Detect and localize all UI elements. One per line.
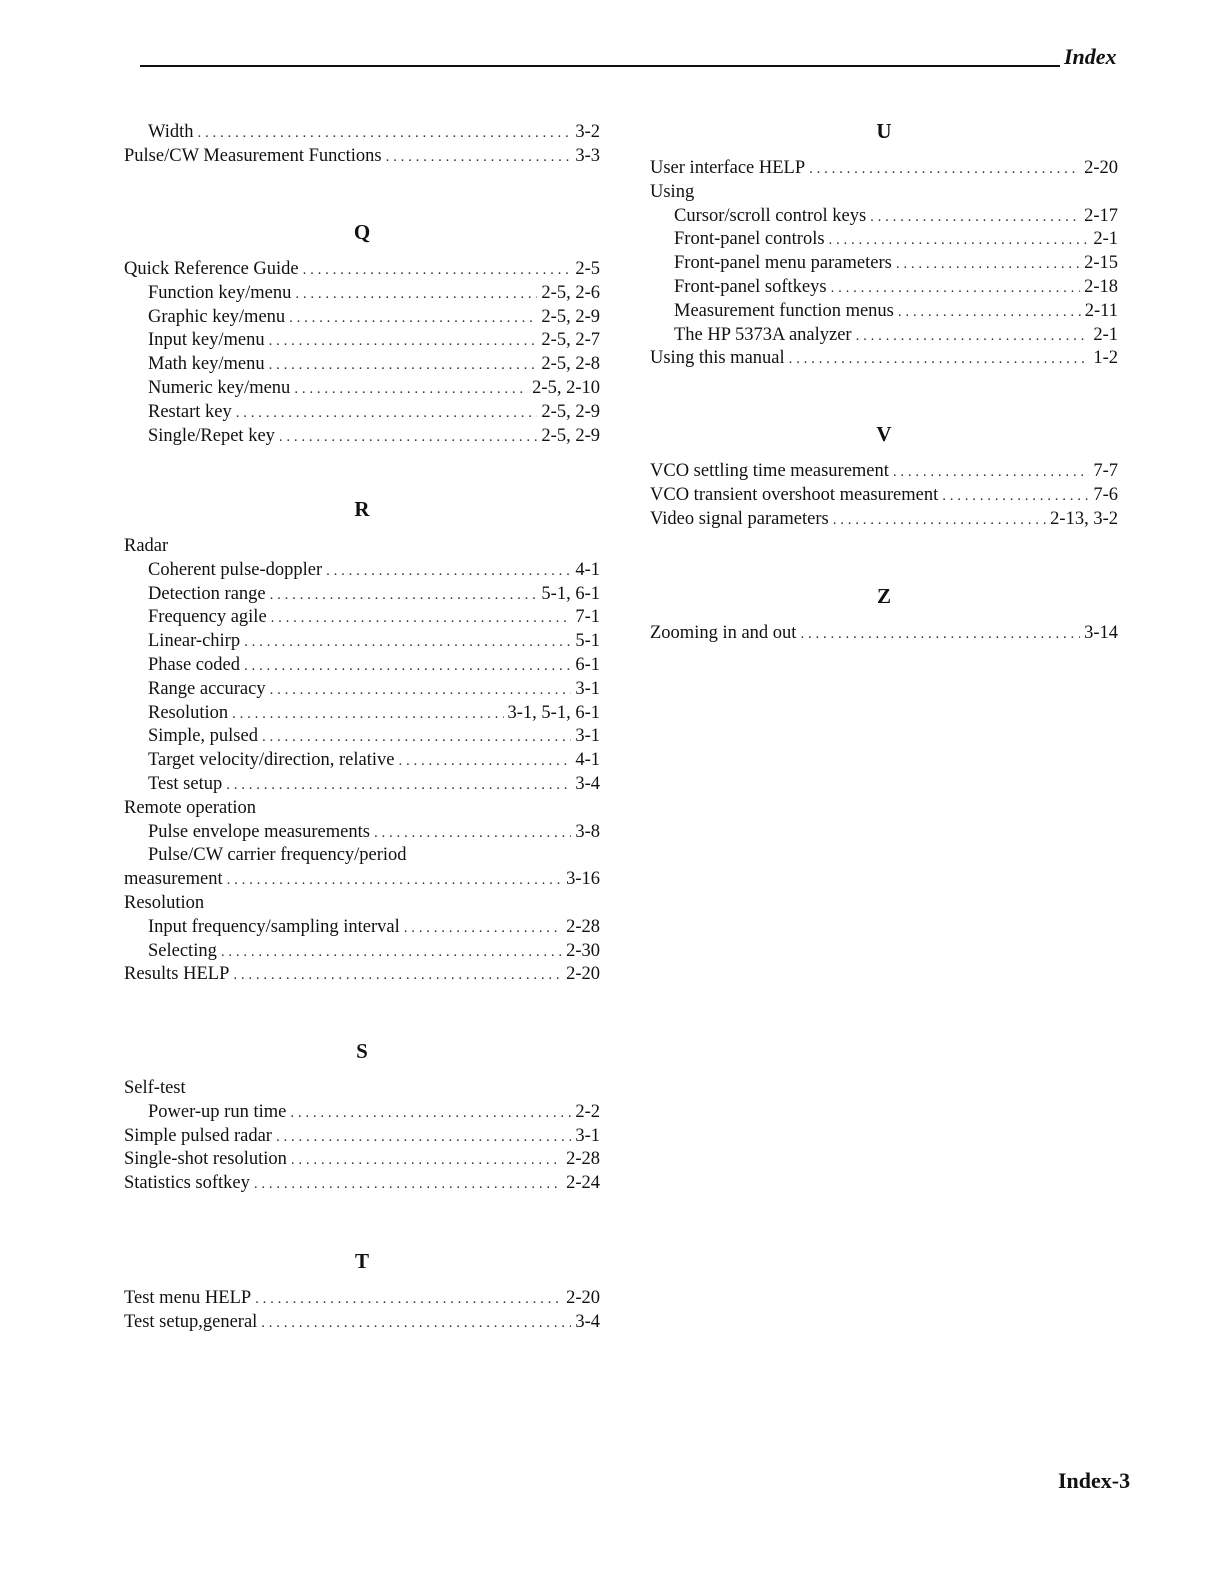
index-entry: [124, 377, 600, 401]
index-entry: [124, 401, 600, 425]
entry-label: Math key/menu: [148, 354, 265, 375]
entry-label: Pulse/CW Measurement Functions: [124, 145, 382, 166]
dot-leader: [270, 584, 538, 608]
entry-label: Simple, pulsed: [148, 726, 258, 747]
entry-label: Front-panel menu parameters: [674, 253, 892, 274]
entry-label: Frequency agile: [148, 607, 267, 628]
index-entry: [124, 654, 600, 678]
index-entry: [650, 484, 1118, 508]
dot-leader: [233, 964, 562, 988]
entry-pages: 2-2: [575, 1101, 600, 1122]
entry-label: Input frequency/sampling interval: [148, 916, 400, 937]
entry-label: VCO transient overshoot measurement: [650, 484, 939, 505]
index-entry: [124, 145, 600, 169]
entry-label: VCO settling time measurement: [650, 461, 889, 481]
index-entry: [124, 678, 600, 702]
entry-label: Restart key: [148, 401, 232, 422]
entry-pages: 3-8: [575, 821, 600, 842]
entry-pages: 2-5, 2-6: [541, 282, 600, 303]
index-entry: [124, 963, 600, 987]
dot-leader: [294, 378, 528, 402]
entry-pages: 2-5, 2-10: [532, 377, 600, 398]
dot-leader: [303, 259, 572, 283]
dot-leader: [226, 774, 571, 798]
section-s: [124, 1039, 600, 1196]
index-entry: [124, 773, 600, 797]
index-entry: [124, 844, 600, 868]
entry-pages: 1-2: [1093, 348, 1118, 369]
entry-label: The HP 5373A analyzer: [674, 324, 852, 345]
entry-label: Graphic key/menu: [148, 306, 286, 327]
index-entry: [124, 1287, 600, 1311]
index-entry: [650, 300, 1118, 324]
index-entry: [124, 797, 600, 821]
dot-leader: [870, 206, 1080, 230]
entry-pages: 3-1: [575, 678, 600, 699]
dot-leader: [789, 348, 1090, 372]
entry-pages: 6-1: [575, 654, 600, 675]
section-letter: T: [354, 1249, 369, 1273]
entry-label: Test setup,general: [124, 1311, 258, 1332]
entry-pages: 5-1: [575, 631, 600, 652]
dot-leader: [291, 1149, 562, 1173]
dot-leader: [398, 750, 571, 774]
dot-leader: [270, 679, 572, 703]
index-entry: [124, 1077, 600, 1101]
entry-pages: 3-2: [575, 122, 600, 142]
entry-label: Test setup: [148, 773, 223, 794]
entry-pages: 2-17: [1084, 205, 1118, 226]
entry-pages: 7-7: [1093, 461, 1118, 481]
index-entry: [124, 583, 600, 607]
entry-label: Phase coded: [148, 654, 240, 675]
entry-pages: 2-11: [1084, 300, 1118, 321]
entry-label: Resolution: [148, 702, 229, 723]
entry-pages: 3-14: [1084, 623, 1118, 643]
index-entry: [124, 868, 600, 892]
section-p-continued: [124, 121, 600, 169]
index-entry: [124, 1101, 600, 1125]
entry-label: Radar: [124, 536, 169, 556]
entry-pages: 2-24: [566, 1173, 600, 1194]
entry-pages: 2-1: [1093, 324, 1118, 345]
dot-leader: [198, 122, 572, 146]
entry-pages: 3-4: [575, 1311, 600, 1332]
index-entry: [124, 1125, 600, 1149]
dot-leader: [829, 229, 1090, 253]
index-entry: [124, 535, 600, 559]
dot-leader: [269, 354, 538, 378]
entry-pages: 2-20: [566, 1288, 600, 1308]
entry-label: Quick Reference Guide: [124, 259, 299, 279]
index-entry: [124, 916, 600, 940]
entry-pages: 2-5, 2-7: [541, 330, 600, 351]
entry-pages: 2-20: [566, 964, 600, 985]
dot-leader: [271, 607, 572, 631]
entry-label: Pulse/CW carrier frequency/period: [148, 845, 407, 866]
header-rule: [140, 65, 1060, 67]
entry-pages: 2-18: [1084, 276, 1118, 297]
dot-leader: [244, 655, 571, 679]
dot-leader: [269, 330, 538, 354]
entry-label: Zooming in and out: [650, 623, 797, 643]
entry-pages: 2-5, 2-9: [541, 425, 600, 446]
dot-leader: [232, 703, 503, 727]
dot-leader: [262, 726, 571, 750]
entry-pages: 2-20: [1084, 158, 1118, 178]
dot-leader: [276, 1126, 571, 1150]
section-letter: U: [876, 119, 892, 143]
entry-label: Front-panel softkeys: [674, 276, 827, 297]
dot-leader: [833, 509, 1046, 533]
section-q: [124, 220, 600, 448]
dot-leader: [404, 917, 562, 941]
dot-leader: [254, 1173, 562, 1197]
index-entry: [650, 252, 1118, 276]
section-letter: Z: [876, 584, 891, 608]
index-entry: [124, 821, 600, 845]
entry-label: Target velocity/direction, relative: [148, 750, 395, 771]
section-letter: Q: [353, 220, 371, 244]
entry-label: Single/Repet key: [148, 425, 275, 446]
dot-leader: [290, 1102, 571, 1126]
entry-pages: 2-5, 2-9: [541, 401, 600, 422]
index-entry: [650, 460, 1118, 484]
section-letter: R: [354, 497, 370, 521]
dot-leader: [809, 158, 1080, 182]
entry-pages: 7-1: [575, 607, 600, 628]
index-entry: [650, 622, 1118, 646]
entry-pages: 3-1: [575, 1125, 600, 1146]
index-entry: [124, 1148, 600, 1172]
entry-pages: 2-15: [1084, 253, 1118, 274]
dot-leader: [942, 485, 1089, 509]
dot-leader: [856, 325, 1090, 349]
section-z: [650, 584, 1118, 646]
entry-label: measurement: [124, 869, 223, 890]
entry-pages: 3-16: [566, 869, 600, 890]
entry-label: Remote operation: [124, 797, 257, 818]
index-entry: [124, 1172, 600, 1196]
index-entry: [650, 347, 1118, 371]
entry-label: Cursor/scroll control keys: [674, 205, 867, 226]
index-entry: [124, 425, 600, 449]
dot-leader: [289, 307, 537, 331]
entry-label: Linear-chirp: [148, 631, 241, 652]
dot-leader: [295, 283, 537, 307]
index-entry: [124, 258, 600, 282]
entry-pages: 2-30: [566, 940, 600, 961]
index-entry: [124, 306, 600, 330]
index-entry: [124, 1311, 600, 1335]
index-entry: [650, 276, 1118, 300]
dot-leader: [255, 1288, 562, 1312]
dot-leader: [893, 461, 1089, 485]
index-entry: [650, 205, 1118, 229]
index-entry: [124, 559, 600, 583]
index-entry: [124, 749, 600, 773]
index-entry: [650, 181, 1118, 205]
entry-label: Test menu HELP: [124, 1288, 252, 1308]
entry-label: Function key/menu: [148, 282, 292, 303]
entry-pages: 3-1: [575, 726, 600, 747]
entry-label: Coherent pulse-doppler: [148, 559, 323, 580]
entry-label: Statistics softkey: [124, 1173, 250, 1194]
entry-pages: 7-6: [1093, 484, 1118, 505]
running-header: Index: [1064, 44, 1117, 69]
index-entry: [124, 892, 600, 916]
entry-pages: 3-1, 5-1, 6-1: [507, 702, 600, 723]
dot-leader: [800, 623, 1080, 647]
index-entry: [124, 940, 600, 964]
dot-leader: [221, 941, 562, 965]
index-entry: [650, 508, 1118, 532]
entry-label: Pulse envelope measurements: [148, 821, 370, 842]
entry-label: Selecting: [148, 940, 217, 961]
section-letter: V: [876, 422, 892, 446]
entry-pages: 2-28: [566, 1149, 600, 1170]
dot-leader: [374, 822, 571, 846]
entry-pages: 2-1: [1093, 229, 1118, 250]
index-entry: [124, 725, 600, 749]
dot-leader: [898, 301, 1081, 325]
entry-pages: 2-5, 2-9: [541, 306, 600, 327]
section-u: [650, 119, 1118, 371]
entry-pages: 2-5, 2-8: [541, 354, 600, 375]
entry-label: Width: [148, 122, 194, 142]
entry-label: Results HELP: [124, 964, 230, 985]
dot-leader: [896, 253, 1080, 277]
page-number: Index-3: [1058, 1468, 1131, 1493]
entry-label: Single-shot resolution: [124, 1149, 287, 1170]
entry-pages: 4-1: [575, 559, 600, 580]
entry-label: Detection range: [148, 583, 266, 604]
dot-leader: [326, 560, 571, 584]
index-entry: [124, 702, 600, 726]
section-v: [650, 422, 1118, 531]
index-entry: [124, 329, 600, 353]
entry-pages: 3-4: [575, 773, 600, 794]
entry-pages: 4-1: [575, 750, 600, 771]
entry-label: Self-test: [124, 1078, 186, 1098]
entry-pages: 2-5: [575, 259, 600, 279]
entry-label: Input key/menu: [148, 330, 265, 351]
index-entry: [650, 157, 1118, 181]
index-entry: [650, 324, 1118, 348]
entry-label: Using: [650, 181, 695, 202]
entry-label: Video signal parameters: [650, 508, 829, 529]
entry-label: Front-panel controls: [674, 229, 825, 250]
entry-pages: 5-1, 6-1: [541, 583, 600, 604]
entry-label: Simple pulsed radar: [124, 1125, 272, 1146]
index-entry: [650, 228, 1118, 252]
dot-leader: [244, 631, 571, 655]
dot-leader: [831, 277, 1080, 301]
dot-leader: [236, 402, 538, 426]
index-entry: [124, 121, 600, 145]
dot-leader: [261, 1312, 571, 1336]
index-entry: [124, 630, 600, 654]
dot-leader: [279, 426, 538, 450]
entry-label: Using this manual: [650, 348, 785, 369]
index-entry: [124, 282, 600, 306]
entry-label: Resolution: [124, 892, 205, 913]
dot-leader: [386, 146, 572, 170]
entry-pages: 2-28: [566, 916, 600, 937]
entry-label: Power-up run time: [148, 1101, 287, 1122]
entry-label: Measurement function menus: [674, 300, 894, 321]
entry-label: Range accuracy: [148, 678, 266, 699]
section-t: [124, 1249, 600, 1335]
index-entry: [124, 353, 600, 377]
entry-label: Numeric key/menu: [148, 377, 291, 398]
section-r: [124, 497, 600, 987]
entry-pages: 2-13, 3-2: [1050, 508, 1118, 529]
index-entry: [124, 606, 600, 630]
entry-pages: 3-3: [575, 145, 600, 166]
entry-label: User interface HELP: [650, 158, 806, 178]
section-letter: S: [356, 1039, 368, 1063]
dot-leader: [227, 869, 562, 893]
